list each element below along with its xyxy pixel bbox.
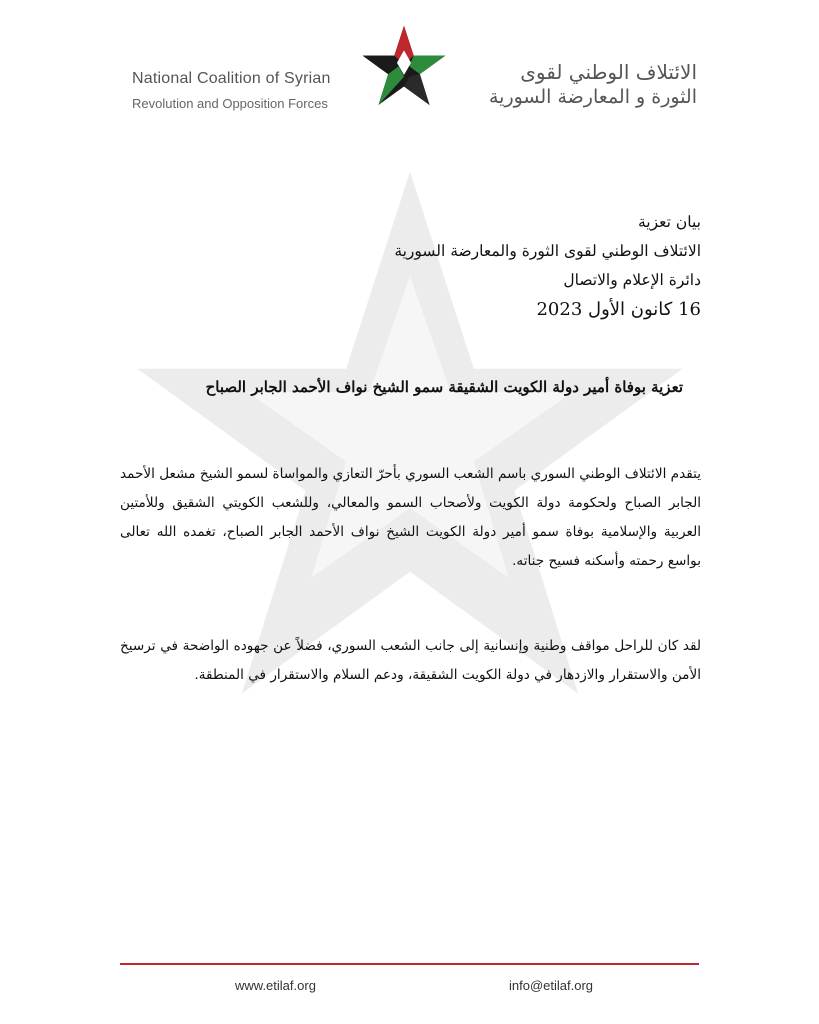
statement-meta bbox=[394, 208, 701, 324]
footer-divider bbox=[120, 963, 699, 965]
header-ar-line1: الائتلاف الوطني لقوى bbox=[520, 60, 697, 84]
statement-title: تعزية بوفاة أمير دولة الكويت الشقيقة سمو الشيخ نواف الأحمد الجابر الصباح bbox=[205, 378, 683, 396]
statement-dept: دائرة الإعلام والاتصال bbox=[563, 271, 701, 289]
statement-date: 16 كانون الأول 2023 bbox=[536, 299, 701, 320]
statement-type: بيان تعزية bbox=[638, 213, 701, 231]
header-en-line2: Revolution and Opposition Forces bbox=[132, 96, 328, 111]
footer-website-link[interactable]: www.etilaf.org bbox=[235, 978, 316, 993]
header-en-line1: National Coalition of Syrian bbox=[132, 70, 331, 87]
header-ar-line2: الثورة و المعارضة السورية bbox=[488, 86, 697, 108]
statement-org: الائتلاف الوطني لقوى الثورة والمعارضة السورية bbox=[394, 242, 701, 260]
paragraph-2: لقد كان للراحل مواقف وطنية وإنسانية إلى جانب الشعب السوري، فضلاً عن جهوده الواضحة في ترسيخ الأمن والاستقرار والازدهار في دولة الكويت الشقيقة، ودعم السلام والاستقرار في المنطقة. bbox=[120, 638, 701, 683]
coalition-logo-icon bbox=[360, 24, 448, 112]
header-arabic bbox=[489, 60, 697, 108]
header-english bbox=[132, 70, 331, 111]
paragraph-1: يتقدم الائتلاف الوطني السوري باسم الشعب السوري بأحرّ التعازي والمواساة لسمو الشيخ مشعل الأحمد الجابر الصباح ولحكومة دولة الكويت ولأصحاب السمو والمعالي، وللشعب الكويتي الشقيق وللأمتين العربية والإسلامية بوفاة سمو أمير دولة الكويت الشيخ نواف الأحمد الجابر الصباح، تغمده الله تعالى بواسع رحمته وأسكنه فسيح جناته. bbox=[120, 466, 701, 569]
footer-email-link[interactable]: info@etilaf.org bbox=[509, 978, 594, 993]
